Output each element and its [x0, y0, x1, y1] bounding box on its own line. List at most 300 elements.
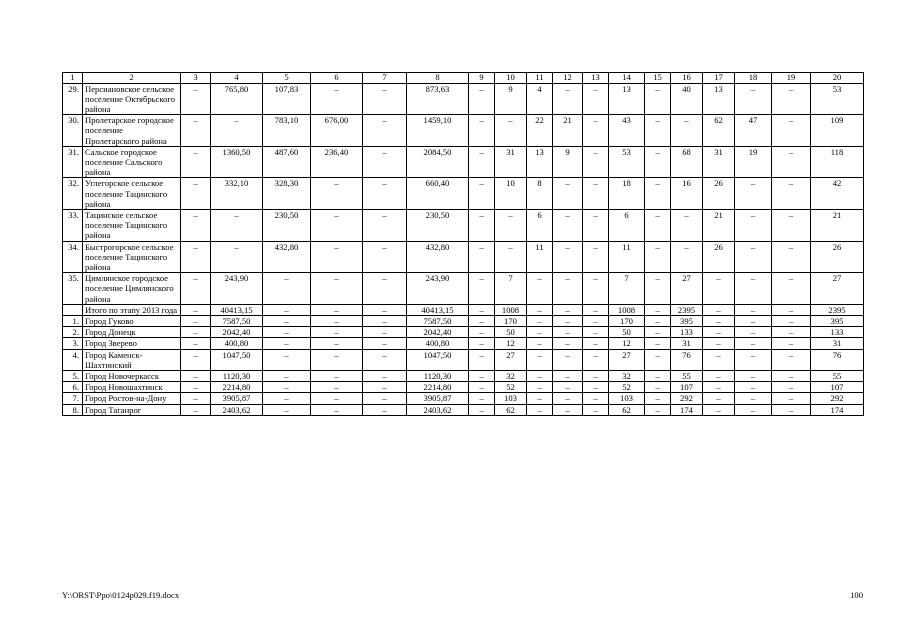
value-cell: – — [772, 178, 811, 210]
settlement-name-cell: Город Таганрог — [83, 404, 181, 415]
value-cell: – — [553, 273, 583, 305]
value-cell: – — [703, 304, 735, 315]
table-row — [63, 393, 864, 404]
value-cell: 68 — [671, 146, 703, 178]
value-cell: – — [363, 115, 407, 147]
value-cell: – — [469, 115, 495, 147]
value-cell: 76 — [671, 349, 703, 370]
column-number-header: 4 — [211, 73, 263, 84]
value-cell: 27 — [811, 273, 864, 305]
value-cell: – — [469, 315, 495, 326]
settlement-name-cell: Город Новошахтинск — [83, 382, 181, 393]
value-cell: – — [363, 382, 407, 393]
value-cell: – — [645, 393, 671, 404]
value-cell: 32 — [609, 370, 645, 381]
table-row — [63, 315, 864, 326]
value-cell: – — [645, 338, 671, 349]
value-cell: – — [311, 83, 363, 115]
value-cell: – — [553, 304, 583, 315]
value-cell: – — [263, 404, 311, 415]
value-cell: – — [263, 393, 311, 404]
value-cell: – — [311, 273, 363, 305]
value-cell: 8 — [527, 178, 553, 210]
value-cell: 292 — [811, 393, 864, 404]
page-number: 100 — [850, 590, 863, 600]
value-cell: 7587,50 — [407, 315, 469, 326]
value-cell: 55 — [811, 370, 864, 381]
value-cell: 2084,50 — [407, 146, 469, 178]
row-number-cell: 3. — [63, 338, 83, 349]
value-cell: – — [263, 338, 311, 349]
value-cell: – — [645, 178, 671, 210]
value-cell: 328,30 — [263, 178, 311, 210]
value-cell: – — [735, 83, 772, 115]
value-cell: – — [263, 315, 311, 326]
value-cell: – — [495, 115, 527, 147]
value-cell: 395 — [671, 315, 703, 326]
value-cell: – — [772, 241, 811, 273]
value-cell: – — [772, 393, 811, 404]
settlement-name-cell: Пролетарское городское поселение Пролетарского района — [83, 115, 181, 147]
value-cell: – — [583, 178, 609, 210]
value-cell: – — [181, 327, 211, 338]
value-cell: – — [703, 315, 735, 326]
value-cell: – — [469, 370, 495, 381]
value-cell: – — [311, 304, 363, 315]
value-cell: – — [527, 382, 553, 393]
value-cell: – — [583, 146, 609, 178]
value-cell: 133 — [811, 327, 864, 338]
value-cell: – — [583, 304, 609, 315]
value-cell: – — [772, 83, 811, 115]
value-cell: 2042,40 — [211, 327, 263, 338]
value-cell: – — [772, 370, 811, 381]
value-cell: 107 — [671, 382, 703, 393]
value-cell: – — [363, 146, 407, 178]
table-row — [63, 146, 864, 178]
row-number-cell: 31. — [63, 146, 83, 178]
settlement-name-cell: Город Гуково — [83, 315, 181, 326]
value-cell: – — [703, 393, 735, 404]
value-cell: 660,40 — [407, 178, 469, 210]
row-number-cell: 30. — [63, 115, 83, 147]
row-number-cell: 8. — [63, 404, 83, 415]
value-cell: – — [469, 209, 495, 241]
row-number-cell: 35. — [63, 273, 83, 305]
value-cell: 2042,40 — [407, 327, 469, 338]
value-cell: 26 — [703, 178, 735, 210]
value-cell: – — [527, 370, 553, 381]
table-row — [63, 178, 864, 210]
table-row — [63, 404, 864, 415]
value-cell: 236,40 — [311, 146, 363, 178]
value-cell: 107,83 — [263, 83, 311, 115]
value-cell: – — [181, 404, 211, 415]
value-cell: – — [553, 209, 583, 241]
row-number-cell: 33. — [63, 209, 83, 241]
value-cell: – — [772, 327, 811, 338]
value-cell: – — [469, 349, 495, 370]
value-cell: 62 — [703, 115, 735, 147]
value-cell: 133 — [671, 327, 703, 338]
value-cell: 21 — [811, 209, 864, 241]
value-cell: 31 — [671, 338, 703, 349]
value-cell: 52 — [495, 382, 527, 393]
value-cell: – — [311, 393, 363, 404]
value-cell: – — [772, 209, 811, 241]
row-number-cell: 34. — [63, 241, 83, 273]
value-cell: – — [772, 146, 811, 178]
value-cell: – — [527, 349, 553, 370]
value-cell: – — [363, 304, 407, 315]
value-cell: – — [263, 327, 311, 338]
value-cell: – — [363, 338, 407, 349]
value-cell: 676,00 — [311, 115, 363, 147]
column-number-header: 7 — [363, 73, 407, 84]
value-cell: 22 — [527, 115, 553, 147]
value-cell: 109 — [811, 115, 864, 147]
value-cell: 12 — [495, 338, 527, 349]
value-cell: 400,80 — [211, 338, 263, 349]
column-number-header: 16 — [671, 73, 703, 84]
value-cell: 2214,80 — [211, 382, 263, 393]
column-number-header: 10 — [495, 73, 527, 84]
value-cell: 16 — [671, 178, 703, 210]
value-cell: 2403,62 — [407, 404, 469, 415]
value-cell: – — [181, 273, 211, 305]
value-cell: – — [181, 115, 211, 147]
value-cell: – — [583, 83, 609, 115]
value-cell: – — [645, 327, 671, 338]
value-cell: – — [645, 209, 671, 241]
value-cell: – — [469, 382, 495, 393]
value-cell: – — [311, 404, 363, 415]
value-cell: – — [772, 304, 811, 315]
value-cell: – — [645, 370, 671, 381]
column-number-header: 20 — [811, 73, 864, 84]
value-cell: – — [211, 209, 263, 241]
value-cell: – — [181, 393, 211, 404]
value-cell: 13 — [527, 146, 553, 178]
value-cell: – — [495, 209, 527, 241]
value-cell: 6 — [609, 209, 645, 241]
value-cell: 9 — [495, 83, 527, 115]
value-cell: – — [735, 393, 772, 404]
value-cell: – — [469, 338, 495, 349]
table-header-row — [63, 73, 864, 84]
settlement-name-cell: Быстрогорское сельское поселение Тацинского района — [83, 241, 181, 273]
value-cell: 400,80 — [407, 338, 469, 349]
value-cell: 4 — [527, 83, 553, 115]
value-cell: – — [469, 327, 495, 338]
value-cell: 432,80 — [407, 241, 469, 273]
value-cell: 107 — [811, 382, 864, 393]
column-number-header: 19 — [772, 73, 811, 84]
value-cell: – — [363, 241, 407, 273]
value-cell: 1360,50 — [211, 146, 263, 178]
value-cell: 31 — [495, 146, 527, 178]
value-cell: – — [263, 382, 311, 393]
settlement-name-cell: Город Каменск-Шахтинский — [83, 349, 181, 370]
value-cell: – — [181, 382, 211, 393]
value-cell: – — [263, 304, 311, 315]
value-cell: 40413,15 — [407, 304, 469, 315]
value-cell: 2395 — [811, 304, 864, 315]
value-cell: – — [703, 338, 735, 349]
value-cell: 765,80 — [211, 83, 263, 115]
value-cell: – — [772, 315, 811, 326]
value-cell: 40 — [671, 83, 703, 115]
value-cell: – — [703, 349, 735, 370]
value-cell: – — [645, 146, 671, 178]
settlement-name-cell: Углегорское сельское поселение Тацинского района — [83, 178, 181, 210]
value-cell: 332,10 — [211, 178, 263, 210]
value-cell: – — [772, 115, 811, 147]
value-cell: – — [181, 178, 211, 210]
value-cell: – — [469, 146, 495, 178]
value-cell: 43 — [609, 115, 645, 147]
value-cell: – — [527, 338, 553, 349]
value-cell: – — [553, 393, 583, 404]
value-cell: 26 — [703, 241, 735, 273]
value-cell: – — [181, 370, 211, 381]
table-row — [63, 241, 864, 273]
value-cell: 174 — [811, 404, 864, 415]
table-row — [63, 370, 864, 381]
table-row — [63, 83, 864, 115]
value-cell: – — [553, 241, 583, 273]
column-number-header: 8 — [407, 73, 469, 84]
value-cell: 27 — [609, 349, 645, 370]
value-cell: – — [527, 315, 553, 326]
value-cell: 40413,15 — [211, 304, 263, 315]
table-row — [63, 382, 864, 393]
value-cell: 27 — [671, 273, 703, 305]
value-cell: 62 — [495, 404, 527, 415]
column-number-header: 13 — [583, 73, 609, 84]
row-number-cell: 32. — [63, 178, 83, 210]
value-cell: – — [363, 370, 407, 381]
value-cell: – — [645, 382, 671, 393]
value-cell: – — [671, 241, 703, 273]
value-cell: 21 — [703, 209, 735, 241]
value-cell: – — [211, 115, 263, 147]
value-cell: 170 — [495, 315, 527, 326]
column-number-header: 18 — [735, 73, 772, 84]
value-cell: 3905,87 — [407, 393, 469, 404]
value-cell: 174 — [671, 404, 703, 415]
value-cell: – — [645, 404, 671, 415]
value-cell: 42 — [811, 178, 864, 210]
value-cell: 12 — [609, 338, 645, 349]
row-number-cell: 5. — [63, 370, 83, 381]
value-cell: – — [583, 115, 609, 147]
value-cell: 11 — [609, 241, 645, 273]
value-cell: – — [735, 349, 772, 370]
value-cell: – — [311, 209, 363, 241]
value-cell: – — [469, 304, 495, 315]
value-cell: – — [671, 115, 703, 147]
value-cell: 47 — [735, 115, 772, 147]
value-cell: 27 — [495, 349, 527, 370]
settlement-name-cell: Итого по этапу 2013 года — [83, 304, 181, 315]
settlement-name-cell: Город Новочеркасск — [83, 370, 181, 381]
value-cell: – — [553, 338, 583, 349]
value-cell: – — [181, 83, 211, 115]
value-cell: – — [735, 404, 772, 415]
value-cell: 53 — [811, 83, 864, 115]
value-cell: – — [311, 327, 363, 338]
table-row — [63, 304, 864, 315]
value-cell: 292 — [671, 393, 703, 404]
value-cell: – — [181, 241, 211, 273]
value-cell: – — [583, 241, 609, 273]
value-cell: 873,63 — [407, 83, 469, 115]
value-cell: – — [469, 393, 495, 404]
value-cell: – — [735, 209, 772, 241]
value-cell: – — [495, 241, 527, 273]
column-number-header: 11 — [527, 73, 553, 84]
value-cell: – — [553, 178, 583, 210]
value-cell: – — [703, 382, 735, 393]
value-cell: – — [553, 349, 583, 370]
value-cell: 19 — [735, 146, 772, 178]
value-cell: 7587,50 — [211, 315, 263, 326]
value-cell: – — [181, 338, 211, 349]
value-cell: – — [645, 241, 671, 273]
value-cell: – — [469, 404, 495, 415]
settlement-name-cell: Сальское городское поселение Сальского района — [83, 146, 181, 178]
table-row — [63, 273, 864, 305]
value-cell: – — [583, 273, 609, 305]
value-cell: – — [583, 315, 609, 326]
value-cell: – — [583, 370, 609, 381]
column-number-header: 3 — [181, 73, 211, 84]
value-cell: – — [645, 273, 671, 305]
value-cell: – — [263, 349, 311, 370]
row-number-cell: 29. — [63, 83, 83, 115]
value-cell: 487,60 — [263, 146, 311, 178]
value-cell: – — [469, 241, 495, 273]
value-cell: – — [263, 370, 311, 381]
value-cell: – — [772, 338, 811, 349]
value-cell: 7 — [495, 273, 527, 305]
column-number-header: 6 — [311, 73, 363, 84]
value-cell: – — [645, 115, 671, 147]
value-cell: – — [645, 349, 671, 370]
value-cell: – — [363, 273, 407, 305]
value-cell: – — [583, 327, 609, 338]
value-cell: 11 — [527, 241, 553, 273]
value-cell: 2395 — [671, 304, 703, 315]
column-number-header: 14 — [609, 73, 645, 84]
value-cell: – — [311, 349, 363, 370]
value-cell: – — [363, 404, 407, 415]
value-cell: – — [469, 273, 495, 305]
value-cell: – — [311, 315, 363, 326]
value-cell: 13 — [703, 83, 735, 115]
value-cell: – — [469, 178, 495, 210]
value-cell: – — [363, 327, 407, 338]
row-number-cell: 1. — [63, 315, 83, 326]
value-cell: 13 — [609, 83, 645, 115]
value-cell: 230,50 — [263, 209, 311, 241]
value-cell: 18 — [609, 178, 645, 210]
value-cell: 31 — [811, 338, 864, 349]
column-number-header: 1 — [63, 73, 83, 84]
value-cell: – — [735, 178, 772, 210]
value-cell: – — [583, 338, 609, 349]
value-cell: 10 — [495, 178, 527, 210]
value-cell: 118 — [811, 146, 864, 178]
value-cell: – — [363, 83, 407, 115]
value-cell: – — [735, 304, 772, 315]
row-number-cell: 2. — [63, 327, 83, 338]
value-cell: – — [772, 404, 811, 415]
value-cell: – — [181, 209, 211, 241]
value-cell: 32 — [495, 370, 527, 381]
value-cell: – — [645, 315, 671, 326]
value-cell: – — [645, 304, 671, 315]
column-number-header: 15 — [645, 73, 671, 84]
value-cell: – — [735, 382, 772, 393]
value-cell: – — [527, 393, 553, 404]
value-cell: 53 — [609, 146, 645, 178]
value-cell: – — [703, 273, 735, 305]
settlement-name-cell: Цимлянское городское поселение Цимлянского района — [83, 273, 181, 305]
value-cell: – — [735, 370, 772, 381]
value-cell: – — [553, 315, 583, 326]
value-cell: – — [527, 304, 553, 315]
value-cell: 2214,80 — [407, 382, 469, 393]
column-number-header: 12 — [553, 73, 583, 84]
value-cell: 1008 — [609, 304, 645, 315]
value-cell: – — [181, 304, 211, 315]
value-cell: – — [363, 209, 407, 241]
value-cell: 783,10 — [263, 115, 311, 147]
value-cell: – — [527, 273, 553, 305]
value-cell: – — [583, 393, 609, 404]
value-cell: – — [645, 83, 671, 115]
column-number-header: 9 — [469, 73, 495, 84]
row-number-cell: 6. — [63, 382, 83, 393]
value-cell: – — [583, 209, 609, 241]
value-cell: – — [735, 273, 772, 305]
column-number-header: 17 — [703, 73, 735, 84]
value-cell: – — [311, 338, 363, 349]
table-row — [63, 349, 864, 370]
value-cell: 1120,30 — [407, 370, 469, 381]
value-cell: – — [553, 404, 583, 415]
value-cell: 21 — [553, 115, 583, 147]
value-cell: – — [181, 349, 211, 370]
data-table — [62, 72, 864, 416]
value-cell: 1008 — [495, 304, 527, 315]
value-cell: – — [553, 327, 583, 338]
value-cell: 1459,10 — [407, 115, 469, 147]
value-cell: – — [735, 338, 772, 349]
value-cell: 50 — [495, 327, 527, 338]
row-number-cell — [63, 304, 83, 315]
value-cell: – — [553, 83, 583, 115]
value-cell: – — [363, 315, 407, 326]
value-cell: 2403,62 — [211, 404, 263, 415]
column-number-header: 2 — [83, 73, 181, 84]
value-cell: – — [583, 382, 609, 393]
value-cell: – — [772, 382, 811, 393]
value-cell: 55 — [671, 370, 703, 381]
settlement-name-cell: Персиановское сельское поселение Октябрьского района — [83, 83, 181, 115]
